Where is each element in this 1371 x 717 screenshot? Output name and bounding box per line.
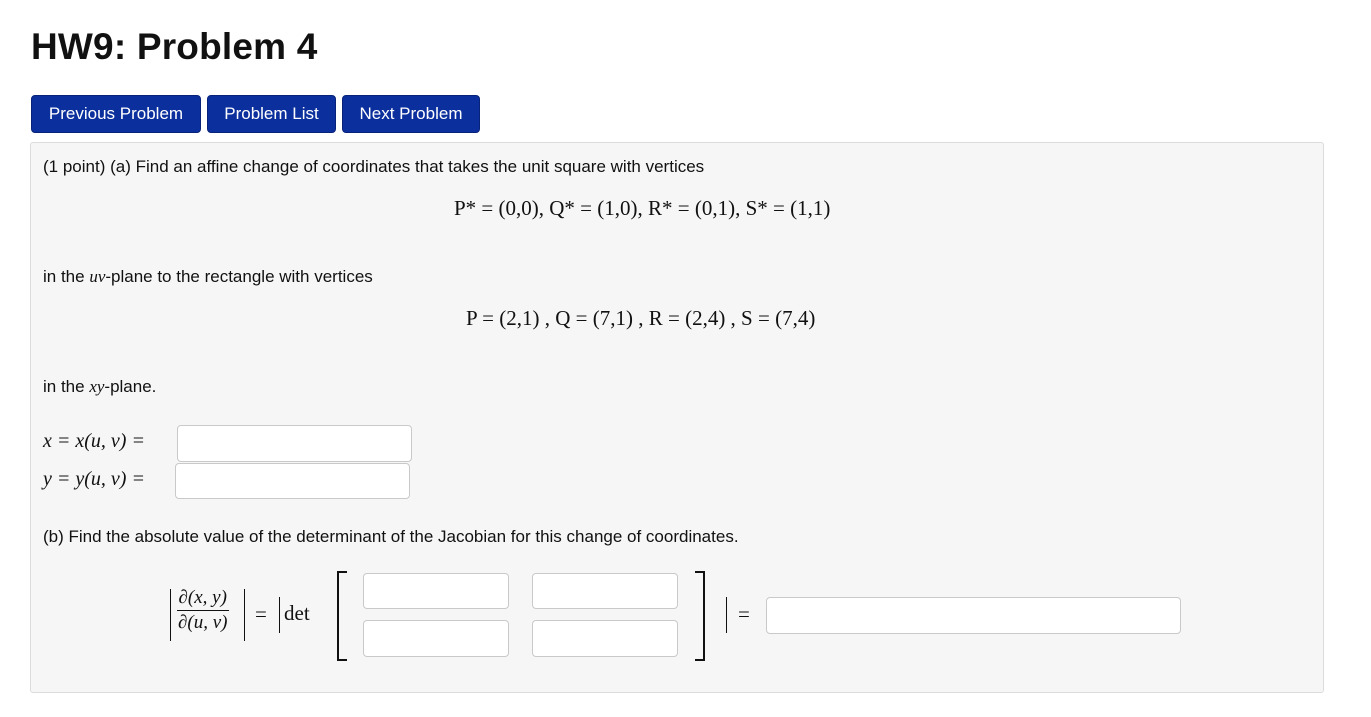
x-equation-label: x = x(u, v) =	[43, 430, 145, 452]
problem-body	[30, 142, 1324, 693]
jacobian-denominator: ∂(u, v)	[178, 612, 228, 633]
abs-bar-right	[244, 589, 245, 641]
matrix-entry-1-1[interactable]	[363, 573, 509, 609]
xy-prefix: in the	[43, 377, 90, 396]
xy-plane-sentence	[43, 377, 156, 397]
determinant-answer-input[interactable]	[766, 597, 1181, 634]
uv-prefix: in the	[43, 267, 90, 286]
det-bar-right	[726, 597, 727, 633]
matrix-left-bracket	[337, 571, 347, 661]
abs-bar-left	[170, 589, 171, 641]
uv-suffix: -plane to the rectangle with vertices	[105, 267, 373, 286]
uv-plane-sentence	[43, 267, 373, 287]
matrix-right-bracket	[695, 571, 705, 661]
matrix-entry-1-2[interactable]	[532, 573, 678, 609]
matrix-entry-2-2[interactable]	[532, 620, 678, 657]
problem-intro: (1 point) (a) Find an affine change of coordinates that takes the unit square with vertices	[43, 157, 705, 176]
next-problem-button[interactable]: Next Problem	[342, 95, 480, 133]
y-equation-label: y = y(u, v) =	[43, 468, 145, 490]
x-answer-input[interactable]	[177, 425, 412, 462]
uv-symbol: uv	[89, 267, 106, 286]
det-bar-left	[279, 597, 280, 633]
part-b-prompt: (b) Find the absolute value of the determinant of the Jacobian for this change of coordinates.	[43, 527, 739, 546]
xy-suffix: -plane.	[104, 377, 157, 396]
result-equals-sign: =	[738, 602, 750, 626]
jacobian-numerator: ∂(x, y)	[177, 587, 229, 611]
rectangle-vertices: P = (2,1) , Q = (7,1) , R = (2,4) , S = (7,4)	[466, 306, 816, 330]
det-label: det	[284, 601, 310, 625]
jacobian-fraction	[176, 587, 229, 634]
page-title: HW9: Problem 4	[31, 26, 318, 67]
matrix-entry-2-1[interactable]	[363, 620, 509, 657]
xy-symbol: xy	[89, 377, 105, 396]
previous-problem-button[interactable]: Previous Problem	[31, 95, 201, 133]
equals-sign: =	[255, 602, 267, 626]
problem-list-button[interactable]: Problem List	[207, 95, 336, 133]
problem-nav	[31, 95, 480, 133]
unit-square-vertices: P* = (0,0), Q* = (1,0), R* = (0,1), S* = (1,1)	[454, 196, 831, 220]
y-answer-input[interactable]	[175, 463, 410, 499]
